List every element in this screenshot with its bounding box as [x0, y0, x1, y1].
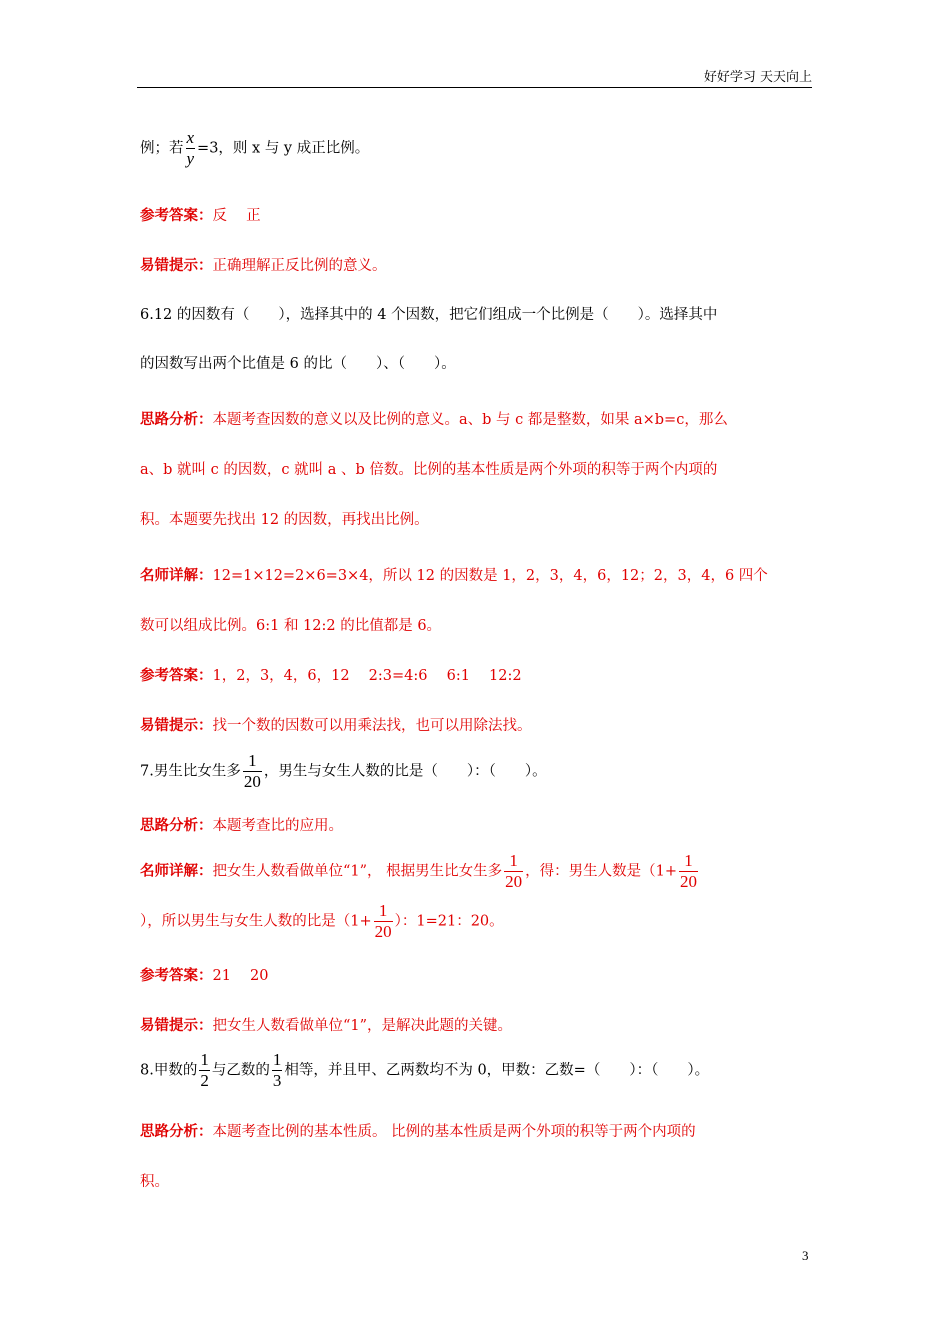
q7-analysis-text: 本题考查比的应用。 [212, 818, 343, 834]
q5-tail-pre: 例；若 [140, 140, 184, 157]
q6-answer-label: 参考答案： [140, 667, 213, 684]
q7-tip-text: 把女生人数看做单位“1”，是解决此题的关键。 [212, 1018, 513, 1034]
q8-pre: 8.甲数的 [140, 1062, 198, 1079]
q7-detail-fraction-2 [679, 851, 698, 892]
q7-tip [140, 1014, 512, 1035]
q5-tip-label: 易错提示： [140, 257, 213, 274]
q6-detail-line2: 数可以组成比例。6:1 和 12:2 的比值都是 6。 [140, 618, 442, 634]
q7-detail-fraction-3 [374, 901, 393, 942]
header-rule [137, 87, 812, 88]
q7-detail-label: 名师详解： [140, 862, 213, 880]
q7-detail-fraction-1-numerator: 1 [504, 851, 523, 872]
q7-fraction-denominator: 20 [243, 772, 261, 791]
q6-answer-text: 1，2，3，4，6，12 2:3=4:6 6:1 12:2 [212, 668, 522, 684]
q5-answer-label: 参考答案： [140, 207, 213, 224]
q8-fraction-1-denominator: 2 [200, 1071, 209, 1090]
q8-analysis-line1 [140, 1120, 696, 1141]
q7-analysis [140, 814, 343, 835]
q6-detail-label: 名师详解： [140, 567, 213, 584]
q7-detail-line1 [140, 851, 700, 892]
q6-detail-line1 [140, 564, 768, 585]
q8-fraction-2-numerator: 1 [272, 1050, 282, 1069]
q8-fraction-2-denominator: 3 [272, 1071, 282, 1090]
q7-detail-c: ），所以男生与女生人数的比是（1+ [140, 913, 372, 930]
q8-analysis-line2: 积。 [140, 1174, 169, 1190]
q5-answer-text: 反 正 [212, 208, 261, 224]
q5-tail-line [140, 128, 369, 169]
q6-analysis-line1 [140, 408, 728, 429]
q7-detail-line2 [140, 901, 504, 942]
q6-analysis-text1: 本题考查因数的意义以及比例的意义。a、b 与 c 都是整数，如果 a×b=c，那么 [212, 412, 728, 428]
q7-post: ，男生与女生人数的比是（ ）：（ ）。 [263, 763, 547, 780]
q6-detail-text1: 12=1×12=2×6=3×4，所以 12 的因数是 1，2，3，4，6，12；2，3，4，6 四个 [212, 568, 768, 584]
q5-tip [140, 254, 387, 275]
q6-tip-text: 找一个数的因数可以用乘法找，也可以用除法找。 [212, 718, 532, 734]
q7-question [140, 751, 547, 792]
q5-fraction-denominator: y [186, 149, 195, 168]
q7-detail-d: ）：1=21：20。 [394, 913, 504, 930]
q6-tip [140, 714, 532, 735]
q7-answer-label: 参考答案： [140, 967, 213, 984]
q8-mid: 与乙数的 [211, 1062, 270, 1079]
q6-line1: 6.12 的因数有（ ），选择其中的 4 个因数，把它们组成一个比例是（ ）。选择其中 [140, 307, 718, 323]
q7-detail-fraction-1 [504, 851, 523, 892]
q8-fraction-1-numerator: 1 [200, 1050, 209, 1069]
q8-fraction-2 [272, 1050, 283, 1091]
q7-detail-b: ，得：男生人数是（1+ [525, 863, 678, 880]
q7-detail-fraction-3-denominator: 20 [374, 922, 392, 941]
q7-fraction [243, 751, 262, 792]
q5-fraction-numerator: x [186, 128, 195, 147]
q8-fraction-1 [199, 1050, 210, 1091]
q6-analysis-line2: a、b 就叫 c 的因数，c 就叫 a 、b 倍数。比例的基本性质是两个外项的积等于两个内项的 [140, 462, 718, 478]
q8-analysis-text1: 本题考查比例的基本性质。 比例的基本性质是两个外项的积等于两个内项的 [212, 1124, 696, 1140]
q6-answer [140, 664, 522, 685]
q7-detail-fraction-2-numerator: 1 [679, 851, 698, 872]
q8-analysis-label: 思路分析： [140, 1123, 213, 1140]
page-number: 3 [802, 1248, 809, 1263]
q8-question [140, 1050, 709, 1091]
q7-fraction-numerator: 1 [243, 751, 262, 772]
q7-tip-label: 易错提示： [140, 1017, 213, 1034]
q7-answer [140, 964, 269, 985]
q7-pre: 7.男生比女生多 [140, 763, 241, 780]
q5-tip-text: 正确理解正反比例的意义。 [212, 258, 387, 274]
q7-answer-text: 21 20 [212, 968, 269, 984]
q5-answer [140, 204, 261, 225]
q5-tail-post: =3，则 x 与 y 成正比例。 [197, 140, 370, 157]
q6-analysis-line3: 积。本题要先找出 12 的因数，再找出比例。 [140, 512, 429, 528]
q7-detail-fraction-1-denominator: 20 [505, 872, 523, 891]
q6-line2: 的因数写出两个比值是 6 的比（ ）、（ ）。 [140, 356, 456, 372]
q5-fraction [186, 128, 196, 169]
q7-detail-a: 把女生人数看做单位“1”， 根据男生比女生多 [212, 863, 503, 880]
q8-post: 相等，并且甲、乙两数均不为 0，甲数：乙数=（ ）：（ ）。 [284, 1062, 710, 1079]
q6-analysis-label: 思路分析： [140, 411, 213, 428]
q6-tip-label: 易错提示： [140, 717, 213, 734]
q7-detail-fraction-3-numerator: 1 [374, 901, 393, 922]
page-header: 好好学习 天天向上 [703, 70, 812, 85]
q7-analysis-label: 思路分析： [140, 817, 213, 834]
q7-detail-fraction-2-denominator: 20 [680, 872, 698, 891]
